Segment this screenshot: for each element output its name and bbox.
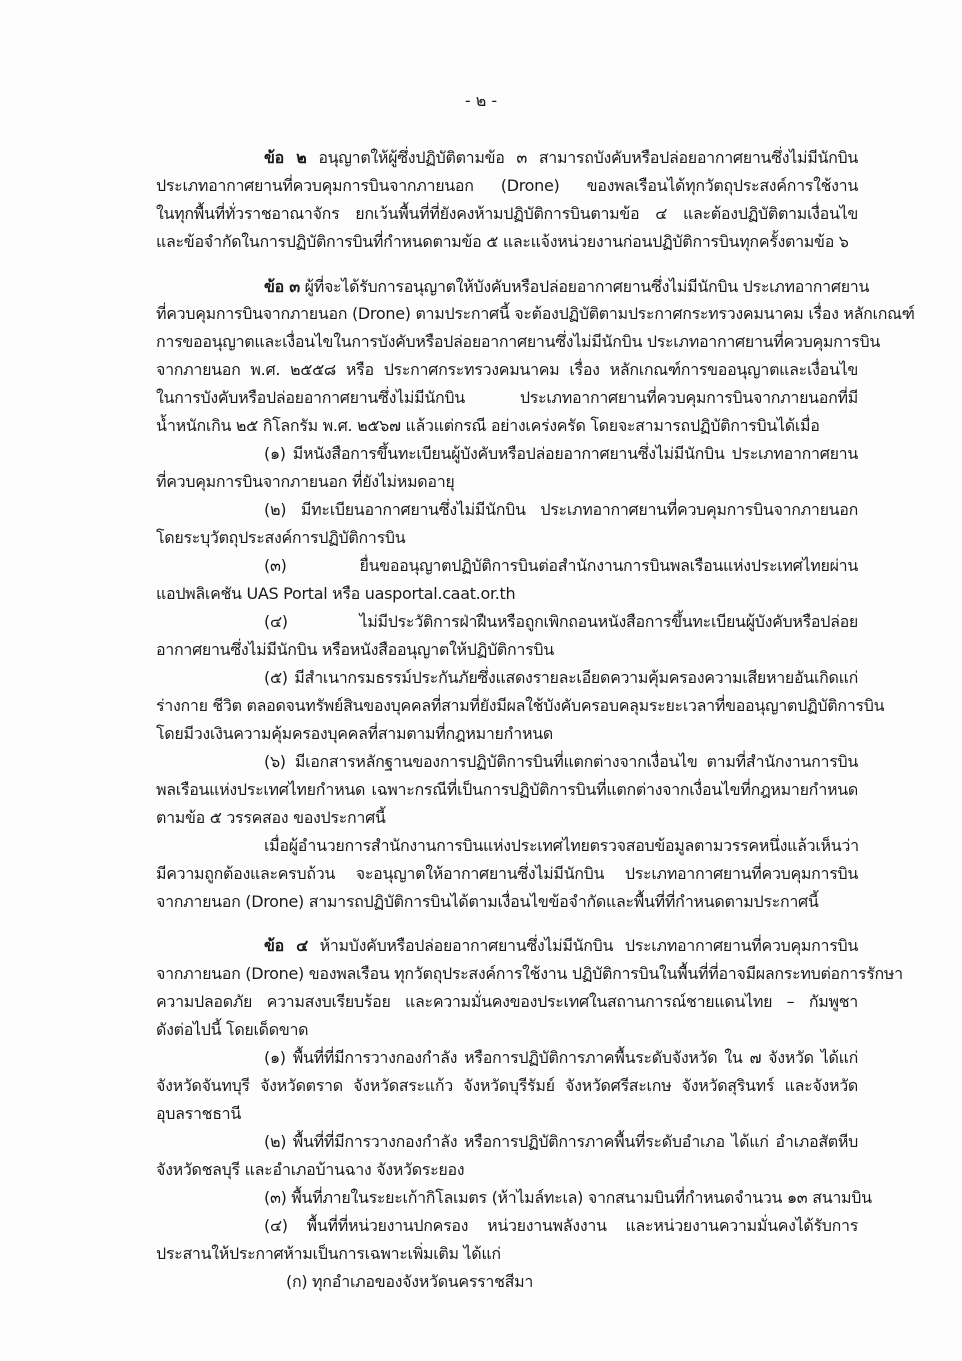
clause-3-line-1 bbox=[264, 274, 870, 300]
clause-3-item-4-cont: อากาศยานซึ่งไม่มีนักบิน หรือหนังสืออนุญาตให้ปฏิบัติการบิน bbox=[156, 640, 554, 659]
clause-3-item-6-cont-1: พลเรือนแห่งประเทศไทยกำหนด เฉพาะกรณีที่เป็นการปฏิบัติการบินที่แตกต่างจากเงื่อนไขที่กฎหมายกำหนด bbox=[156, 780, 858, 799]
clause-3-item-5: (๕) มีสำเนากรมธรรม์ประกันภัยซึ่งแสดงรายละเอียดความคุ้มครองความเสียหายอันเกิดแก่ bbox=[264, 668, 858, 687]
clause-2-line-2: ประเภทอากาศยานที่ควบคุมการบินจากภายนอก (Drone) ของพลเรือนได้ทุกวัตถุประสงค์การใช้งาน bbox=[156, 176, 858, 195]
clause-3-text: ผู้ที่จะได้รับการอนุญาตให้บังคับหรือปล่อยอากาศยานซึ่งไม่มีนักบิน ประเภทอากาศยาน bbox=[304, 277, 870, 296]
clause-4-item-1-cont-2: อุบลราชธานี bbox=[156, 1104, 241, 1123]
clause-3-item-4: (๔) ไม่มีประวัติการฝ่าฝืนหรือถูกเพิกถอนหนังสือการขึ้นทะเบียนผู้บังคับหรือปล่อย bbox=[264, 612, 858, 631]
clause-2-label: ข้อ ๒ bbox=[264, 148, 307, 167]
clause-3-item-3: (๓) ยื่นขออนุญาตปฏิบัติการบินต่อสำนักงานการบินพลเรือนแห่งประเทศไทยผ่าน bbox=[264, 556, 858, 575]
clause-3-item-1: (๑) มีหนังสือการขึ้นทะเบียนผู้บังคับหรือปล่อยอากาศยานซึ่งไม่มีนักบิน ประเภทอากาศยาน bbox=[264, 444, 858, 463]
clause-3-item-2-cont: โดยระบุวัตถุประสงค์การปฏิบัติการบิน bbox=[156, 528, 406, 547]
clause-3-line-6: น้ำหนักเกิน ๒๕ กิโลกรัม พ.ศ. ๒๕๖๗ แล้วแต่กรณี อย่างเคร่งครัด โดยจะสามารถปฏิบัติการบินได้เมื่อ bbox=[156, 416, 820, 435]
clause-3-item-3-cont: แอปพลิเคชัน UAS Portal หรือ uasportal.caat.or.th bbox=[156, 584, 516, 603]
clause-3-closing: เมื่อผู้อำนวยการสำนักงานการบินแห่งประเทศไทยตรวจสอบข้อมูลตามวรรคหนึ่งแล้วเห็นว่า bbox=[264, 836, 859, 855]
clause-2-line-4: และข้อจำกัดในการปฏิบัติการบินที่กำหนดตามข้อ ๕ และแจ้งหน่วยงานก่อนปฏิบัติการบินทุกครั้งตามข้อ ๖ bbox=[156, 232, 849, 251]
clause-4-item-4-cont: ประสานให้ประกาศห้ามเป็นการเฉพาะเพิ่มเติม ได้แก่ bbox=[156, 1244, 501, 1263]
clause-4-line-1 bbox=[264, 933, 858, 959]
clause-3-item-5-cont-2: โดยมีวงเงินความคุ้มครองบุคคลที่สามตามที่กฎหมายกำหนด bbox=[156, 724, 553, 743]
clause-4-item-3: (๓) พื้นที่ภายในระยะเก้ากิโลเมตร (ห้าไมล์ทะเล) จากสนามบินที่กำหนดจำนวน ๑๓ สนามบิน bbox=[264, 1188, 872, 1207]
clause-3-line-2: ที่ควบคุมการบินจากภายนอก (Drone) ตามประกาศนี้ จะต้องปฏิบัติตามประกาศกระทรวงคมนาคม เรื่อง หลักเกณฑ์ bbox=[156, 304, 915, 323]
clause-4-text: ห้ามบังคับหรือปล่อยอากาศยานซึ่งไม่มีนักบิน ประเภทอากาศยานที่ควบคุมการบิน bbox=[319, 936, 858, 955]
clause-4-subitem-ko: (ก) ทุกอำเภอของจังหวัดนครราชสีมา bbox=[286, 1272, 534, 1291]
clause-2-line-3: ในทุกพื้นที่ทั่วราชอาณาจักร ยกเว้นพื้นที่ที่ยังคงห้ามปฏิบัติการบินตามข้อ ๔ และต้องปฏิบัติตามเงื่อนไข bbox=[156, 204, 858, 223]
clause-3-item-6-cont-2: ตามข้อ ๕ วรรคสอง ของประกาศนี้ bbox=[156, 808, 386, 827]
clause-4-item-1-cont-1: จังหวัดจันทบุรี จังหวัดตราด จังหวัดสระแก้ว จังหวัดบุรีรัมย์ จังหวัดศรีสะเกษ จังหวัดสุรินทร์ และจังหวัด bbox=[156, 1076, 858, 1095]
clause-3-item-2: (๒) มีทะเบียนอากาศยานซึ่งไม่มีนักบิน ประเภทอากาศยานที่ควบคุมการบินจากภายนอก bbox=[264, 500, 858, 519]
page-number: - ๒ - bbox=[464, 91, 498, 110]
clause-4-line-4: ดังต่อไปนี้ โดยเด็ดขาด bbox=[156, 1020, 309, 1039]
clause-3-label: ข้อ ๓ bbox=[264, 277, 300, 296]
clause-4-label: ข้อ ๔ bbox=[264, 936, 308, 955]
clause-4-item-2-cont: จังหวัดชลบุรี และอำเภอบ้านฉาง จังหวัดระยอง bbox=[156, 1160, 465, 1179]
clause-2-line-1 bbox=[264, 145, 858, 171]
clause-4-line-2: จากภายนอก (Drone) ของพลเรือน ทุกวัตถุประสงค์การใช้งาน ปฏิบัติการบินในพื้นที่ที่อาจมีผลกระทบต่อการรักษา bbox=[156, 964, 903, 983]
clause-2-text: อนุญาตให้ผู้ซึ่งปฏิบัติตามข้อ ๓ สามารถบังคับหรือปล่อยอากาศยานซึ่งไม่มีนักบิน bbox=[318, 148, 858, 167]
clause-3-item-5-cont-1: ร่างกาย ชีวิต ตลอดจนทรัพย์สินของบุคคลที่สามที่ยังมีผลใช้บังคับครอบคลุมระยะเวลาที่ขออนุญาตปฏิบัติการบิน bbox=[156, 696, 885, 715]
clause-3-line-4: จากภายนอก พ.ศ. ๒๕๕๘ หรือ ประกาศกระทรวงคมนาคม เรื่อง หลักเกณฑ์การขออนุญาตและเงื่อนไข bbox=[156, 360, 858, 379]
clause-3-closing-cont-1: มีความถูกต้องและครบถ้วน จะอนุญาตให้อากาศยานซึ่งไม่มีนักบิน ประเภทอากาศยานที่ควบคุมการบิน bbox=[156, 864, 858, 883]
clause-4-item-4: (๔) พื้นที่ที่หน่วยงานปกครอง หน่วยงานพลังงาน และหน่วยงานความมั่นคงได้รับการ bbox=[264, 1216, 858, 1235]
clause-3-closing-cont-2: จากภายนอก (Drone) สามารถปฏิบัติการบินได้ตามเงื่อนไขข้อจำกัดและพื้นที่ที่กำหนดตามประกาศนี้ bbox=[156, 892, 819, 911]
clause-4-line-3: ความปลอดภัย ความสงบเรียบร้อย และความมั่นคงของประเทศในสถานการณ์ชายแดนไทย – กัมพูชา bbox=[156, 992, 858, 1011]
clause-3-line-3: การขออนุญาตและเงื่อนไขในการบังคับหรือปล่อยอากาศยานซึ่งไม่มีนักบิน ประเภทอากาศยานที่ควบคุมการบิน bbox=[156, 332, 880, 351]
clause-3-item-1-cont: ที่ควบคุมการบินจากภายนอก ที่ยังไม่หมดอายุ bbox=[156, 472, 455, 491]
clause-3-line-5: ในการบังคับหรือปล่อยอากาศยานซึ่งไม่มีนักบิน ประเภทอากาศยานที่ควบคุมการบินจากภายนอกที่มี bbox=[156, 388, 858, 407]
clause-4-item-1: (๑) พื้นที่ที่มีการวางกองกำลัง หรือการปฏิบัติการภาคพื้นระดับจังหวัด ใน ๗ จังหวัด ได้แก่ bbox=[264, 1048, 858, 1067]
clause-3-item-6: (๖) มีเอกสารหลักฐานของการปฏิบัติการบินที่แตกต่างจากเงื่อนไข ตามที่สำนักงานการบิน bbox=[264, 752, 858, 771]
clause-4-item-2: (๒) พื้นที่ที่มีการวางกองกำลัง หรือการปฏิบัติการภาคพื้นที่ระดับอำเภอ ได้แก่ อำเภอสัตหีบ bbox=[264, 1132, 858, 1151]
